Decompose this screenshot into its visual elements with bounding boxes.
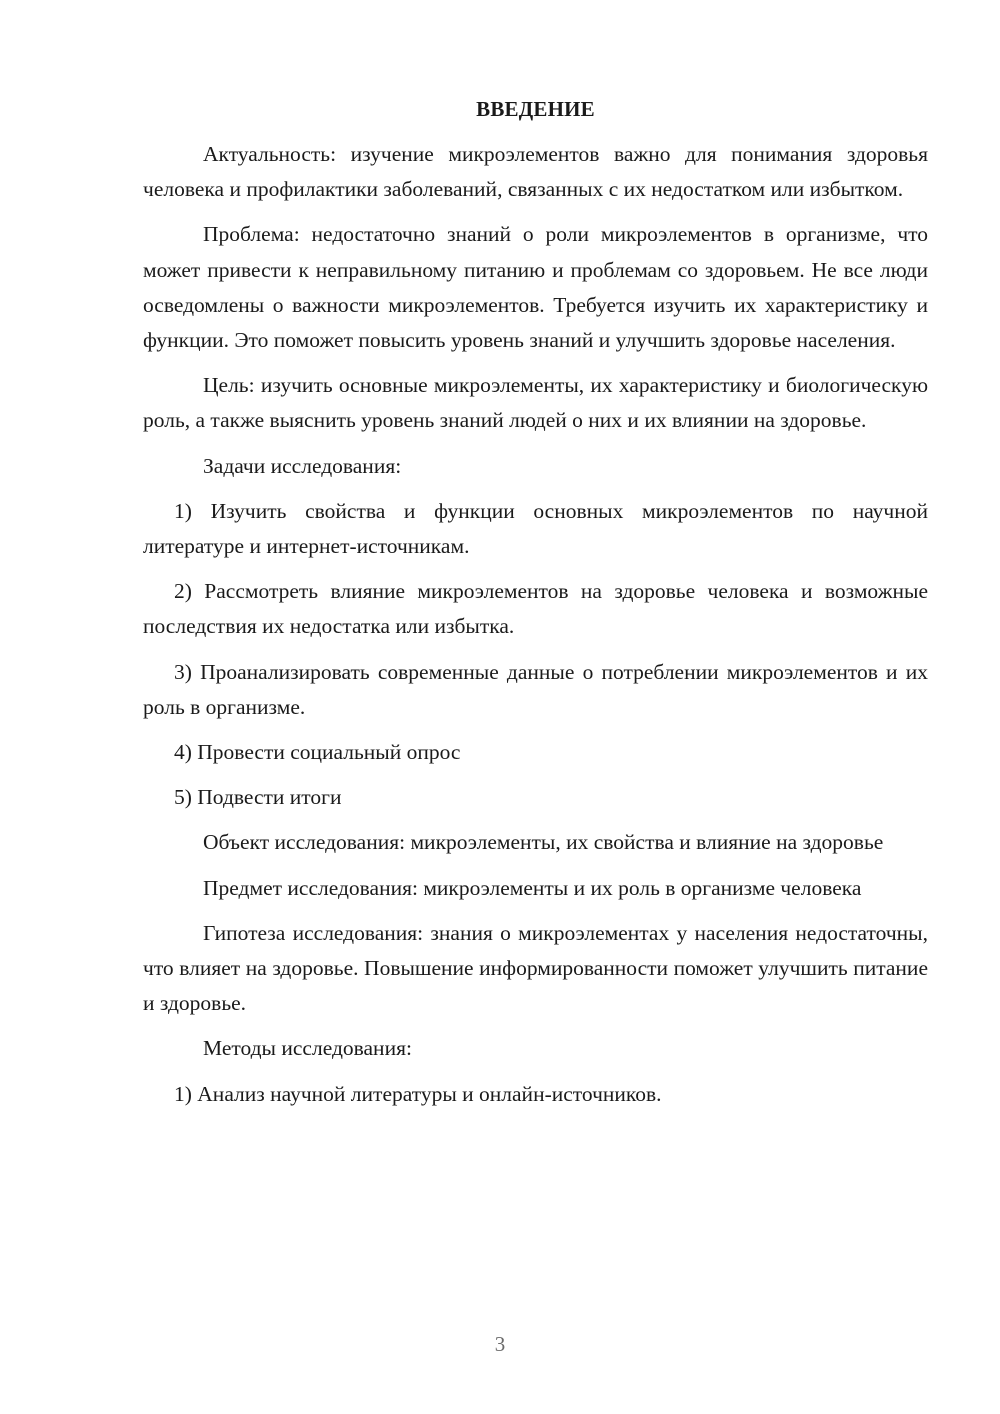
tasks-heading: Задачи исследования: xyxy=(203,453,402,478)
task-item-1: 1) Изучить свойства и функции основных микроэлементов по научной литературе и интернет-источникам. xyxy=(143,498,928,559)
task-item-3: 3) Проанализировать современные данные о потреблении микроэлементов и их роль в организме. xyxy=(143,659,928,719)
hypothesis-paragraph: Гипотеза исследования: знания о микроэлементах у населения недостаточны, что влияет на здоровье. Повышение информированности поможет улучшить питание и здоровье. xyxy=(143,920,928,1016)
relevance-paragraph: Актуальность: изучение микроэлементов важно для понимания здоровья человека и профилактики заболеваний, связанных с их недостатком или избытком. xyxy=(143,142,928,202)
task-item-4: 4) Провести социальный опрос xyxy=(174,740,461,765)
subject-paragraph: Предмет исследования: микроэлементы и их роль в организме человека xyxy=(203,875,862,900)
object-paragraph: Объект исследования: микроэлементы, их свойства и влияние на здоровье xyxy=(203,830,884,855)
task-item-5: 5) Подвести итоги xyxy=(174,785,342,810)
problem-paragraph: Проблема: недостаточно знаний о роли микроэлементов в организме, что может привести к неправильному питанию и проблемам со здоровьем. Не все люди осведомлены о важности микроэлементов. Требуется изучить их характеристику и функции. Это поможет повысить уровень знаний и улучшить здоровье населения. xyxy=(143,222,928,353)
method-item-1: 1) Анализ научной литературы и онлайн-источников. xyxy=(174,1081,662,1106)
document-title: ВВЕДЕНИЕ xyxy=(476,97,595,121)
document-page xyxy=(143,92,928,1112)
goal-paragraph: Цель: изучить основные микроэлементы, их характеристику и биологическую роль, а также выяснить уровень знаний людей о них и их влиянии на здоровье. xyxy=(143,373,928,433)
methods-heading: Методы исследования: xyxy=(203,1036,412,1061)
task-item-2: 2) Рассмотреть влияние микроэлементов на здоровье человека и возможные последствия их недостатка или избытка. xyxy=(143,579,928,639)
page-number: 3 xyxy=(494,1332,506,1356)
